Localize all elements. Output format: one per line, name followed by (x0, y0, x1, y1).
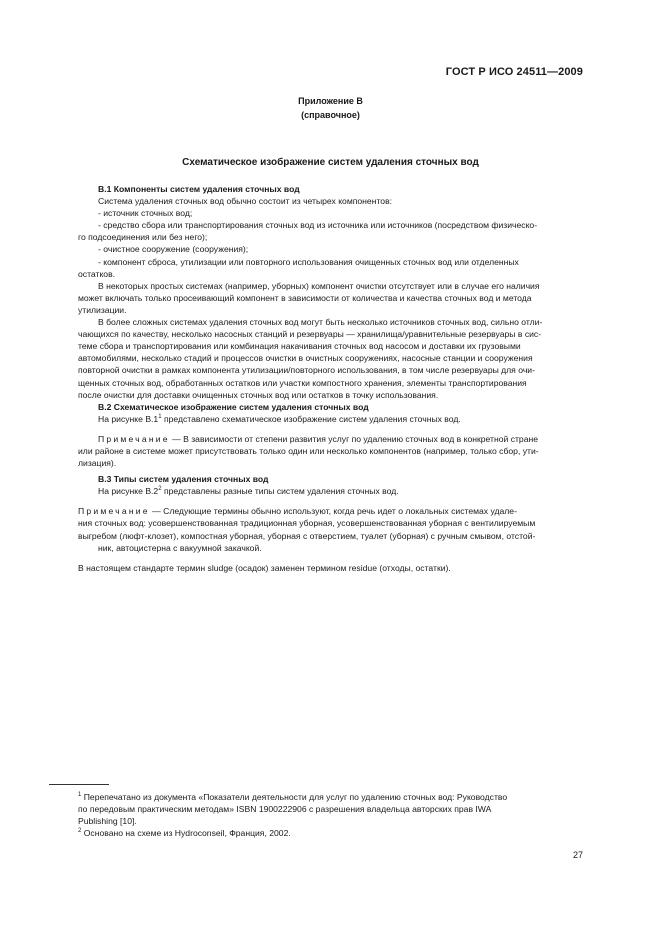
note-line: Примечание — В зависимости от степени развития услуг по удалению сточных вод в конкретной стране (98, 433, 539, 444)
list-item: - средство сбора или транспортирования сточных вод из источника или источников (посредством физическо- (98, 220, 538, 231)
paragraph-line: повторной очистки в рамках компонента утилизации/повторного использования, в том числе резервуары для очи- (78, 365, 535, 376)
note-line: ник, автоцистерна с вакуумной закачкой. (98, 542, 262, 553)
paragraph-line: автомобилями, несколько стадий и процессов очистки в очистных сооружениях, насосные станции и сооружения (78, 353, 533, 364)
section-b1-intro: Система удаления сточных вод обычно состоит из четырех компонентов: (98, 196, 393, 207)
section-b3-heading: В.3 Типы систем удаления сточных вод (98, 474, 269, 485)
footnote-ref: 2 (158, 486, 162, 493)
page-number: 27 (572, 850, 583, 860)
list-item-cont: остатков. (78, 268, 116, 279)
standard-designation: ГОСТ Р ИСО 24511—2009 (445, 66, 583, 78)
paragraph-line: В настоящем стандарте термин sludge (осадок) заменен термином residue (отходы, остатки). (78, 562, 451, 573)
annex-subtitle: (справочное) (301, 110, 360, 120)
footnotes (78, 791, 583, 839)
footnote-divider (49, 784, 109, 785)
paragraph-line: утилизации. (78, 304, 127, 315)
footnote-line: Publishing [10]. (78, 816, 137, 826)
footnote-mark: 2 (78, 828, 82, 835)
paragraph-line: после очистки для доставки очищенных сточных вод или остатков в точку использования. (78, 389, 439, 400)
paragraph-line: В некоторых простых системах (например, уборных) компонент очистки отсутствует или в случае его наличия (98, 280, 540, 291)
section-b2-heading: В.2 Схематическое изображение систем удаления сточных вод (98, 401, 369, 412)
list-item-cont: го подсоединения или без него); (78, 232, 208, 243)
paragraph-line: На рисунке $В.2^2$ представлены разные типы систем удаления сточных вод. (98, 486, 399, 497)
paragraph-line: теме сбора и транспортирования или комбинация накачивания сточных вод насосом и доставки их грузовыми (78, 341, 521, 352)
note-label: Примечание (98, 433, 170, 444)
note-line: выгребом (люфт-клозет), компостная уборная, уборная с отверстием, туалет (уборная) с ручным смывом, отстой- (78, 530, 536, 541)
note-line: ния сточных вод: усовершенствованная традиционная уборная, усовершенствованная уборная с вентилируемым (78, 518, 536, 529)
paragraph-line: На рисунке $В.1^1$ представлено схематическое изображение систем удаления сточных вод. (98, 413, 461, 424)
footnote: $^1$ Перепечатано из документа «Показатели деятельности для услуг по удалению сточных вод: Руководство (78, 792, 508, 802)
section-b1-heading: В.1 Компоненты систем удаления сточных вод (98, 184, 300, 194)
annex-title: Приложение В (298, 96, 363, 106)
footnote-mark: 1 (78, 792, 82, 799)
body-text (78, 183, 583, 574)
paragraph-line: чающихся по качеству, несколько насосных станций и резервуары — хранилища/уравнительные резервуары в сис- (78, 329, 542, 340)
footnote-line: по передовым практическим методам» ISBN 1900222906 с разрешения владельца авторских прав IWA (78, 804, 492, 814)
paragraph-line: может включать только просеивающий компонент в зависимости от количества и качества сточных вод и метода (78, 292, 532, 303)
paragraph-line: В более сложных системах удаления сточных вод могут быть несколько источников сточных вод, сильно отли- (98, 317, 543, 328)
note-label: Примечание (78, 506, 150, 517)
document-title: Схематическое изображение систем удаления сточных вод (182, 157, 479, 168)
note-line: лизация). (78, 458, 117, 469)
annex-heading (0, 94, 661, 122)
list-item: - источник сточных вод; (98, 208, 193, 219)
list-item: - компонент сброса, утилизации или повторного использования очищенных сточных вод или отделенных (98, 256, 519, 267)
footnote-ref: 1 (158, 413, 162, 420)
note-line: Примечание — Следующие термины обычно используют, когда речь идет о локальных системах удале- (78, 506, 517, 517)
paragraph-line: щенных сточных вод, обработанных остатков или участки компостного хранения, элементы транспортирования (78, 377, 527, 388)
note-line: или районе в системе может присутствовать только один или несколько компонентов (например, только сбор, ути- (78, 445, 539, 456)
list-item: - очистное сооружение (сооружения); (98, 244, 249, 255)
footnote: $^2$ Основано на схеме из Hydroconseil, Франция, 2002. (78, 828, 291, 838)
